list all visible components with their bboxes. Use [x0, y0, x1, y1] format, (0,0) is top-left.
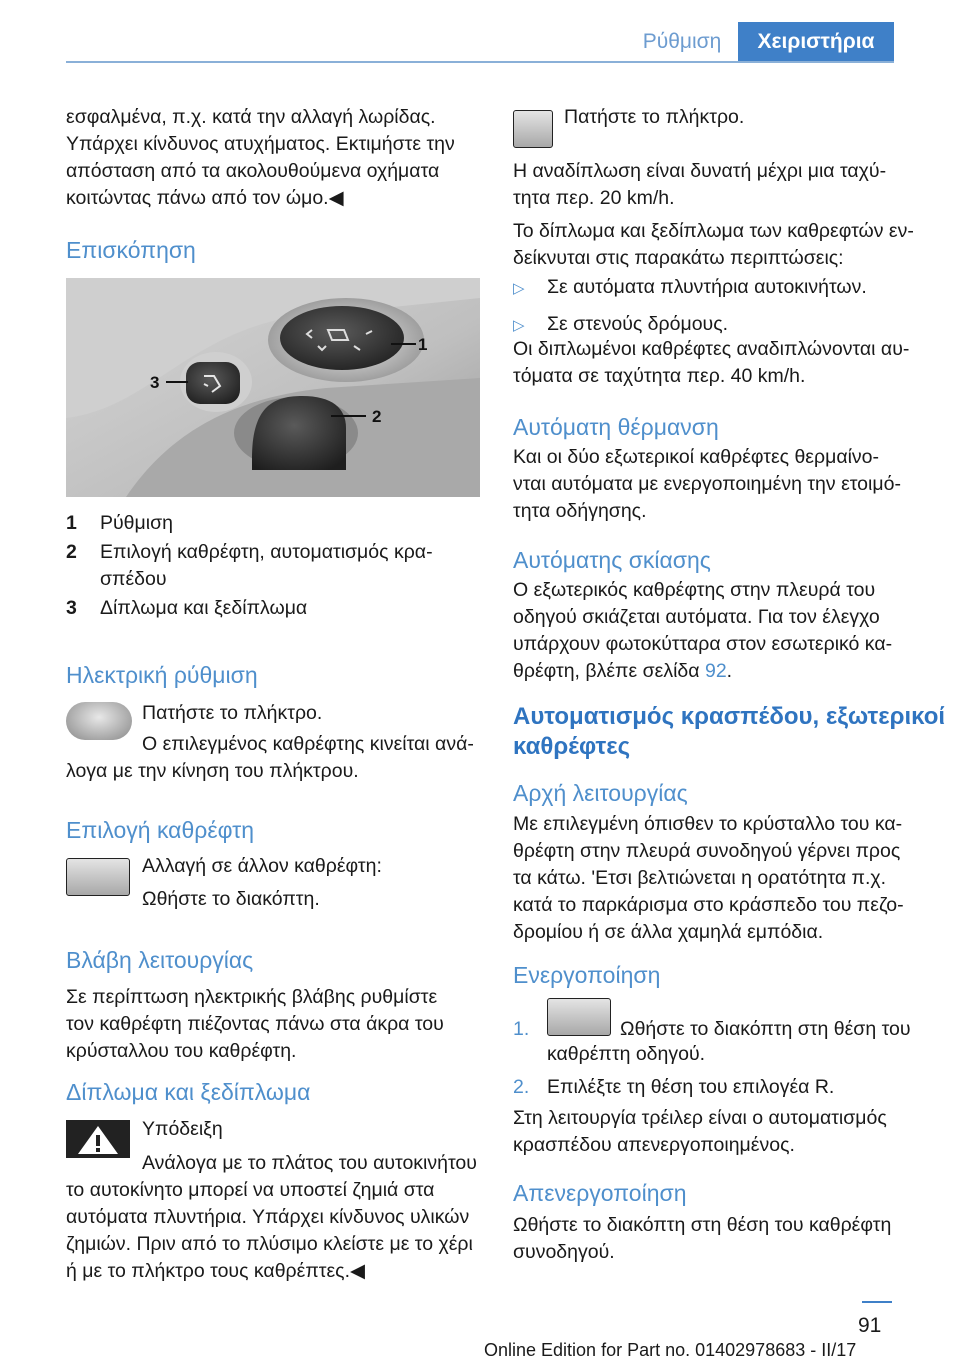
text-line: Οι διπλωμένοι καθρέφτες αναδιπλώνονται αυ-	[513, 338, 910, 360]
mirror-control-photo	[66, 278, 480, 497]
warning-icon	[66, 1120, 130, 1158]
header-tab-controls[interactable]: Χειριστήρια	[738, 22, 894, 62]
overview-heading: Επισκόπηση	[66, 237, 196, 263]
text-line: θρέφτη, βλέπε σελίδα 92.	[513, 660, 733, 682]
legend-item: 2 Επιλογή καθρέφτη, αυτοματισμός κρα-	[66, 541, 433, 563]
select-line: Ωθήστε το διακόπτη.	[142, 888, 320, 910]
text-line: τα κάτω. 'Ετσι βελτιώνεται η ορατότητα π.χ.	[513, 867, 887, 889]
text-line: τητα περ. 20 km/h.	[513, 187, 675, 209]
mirror-switch-icon	[66, 858, 130, 896]
text-line: κατά το παρκάρισμα στο κράσπεδο του πεζο-	[513, 894, 904, 916]
curb-heading-line: καθρέφτες	[513, 733, 631, 760]
mirror-switch-icon	[547, 998, 611, 1036]
text-line: δείκνυται στις παρακάτω περιπτώσεις:	[513, 247, 844, 269]
text-line: νται αυτόματα με ενεργοποιημένη την ετοιμό-	[513, 473, 901, 495]
callout-1: 1	[418, 335, 428, 354]
text-line: δρομίου ή σε άλλα χαμηλά εμπόδια.	[513, 921, 824, 943]
deactivate-heading: Απενεργοποίηση	[513, 1180, 687, 1206]
select-line: Αλλαγή σε άλλον καθρέφτη:	[142, 855, 382, 877]
callout-3: 3	[150, 373, 160, 392]
principle-heading: Αρχή λειτουργίας	[513, 780, 688, 806]
header-divider	[66, 61, 894, 63]
trailer-paragraph	[513, 1105, 933, 1159]
press-line: Πατήστε το πλήκτρο.	[564, 106, 745, 128]
principle-paragraph	[513, 811, 933, 946]
refold-paragraph	[513, 336, 933, 390]
text-line: Η αναδίπλωση είναι δυνατή μέχρι μια ταχύ-	[513, 160, 887, 182]
text-line: Το δίπλωμα και ξεδίπλωμα των καθρεφτών εν-	[513, 220, 914, 242]
malfunction-line: τον καθρέφτη πιέζοντας πάνω στα άκρα του	[66, 1013, 444, 1035]
dimming-heading: Αυτόματης σκίασης	[513, 547, 711, 573]
malfunction-line: κρύσταλλου του καθρέφτη.	[66, 1040, 297, 1062]
note-line: αυτόματα πλυντήρια. Υπάρχει κίνδυνος υλικών	[66, 1206, 470, 1228]
fold-button-icon	[513, 110, 553, 148]
activate-heading: Ενεργοποίηση	[513, 962, 661, 988]
page-link[interactable]: 92	[704, 660, 727, 682]
text-line: οδηγού σκιάζεται αυτόματα. Για τον έλεγχο	[513, 606, 880, 628]
text-line: τητα οδήγησης.	[513, 500, 647, 522]
text-line: συνοδηγού.	[513, 1241, 615, 1263]
intro-paragraph	[66, 104, 486, 212]
curb-heading	[513, 702, 945, 762]
edition-footer: Online Edition for Part no. 01402978683 - II/17	[484, 1340, 857, 1360]
electric-line: λογα με την κίνηση του πλήκτρου.	[66, 760, 359, 782]
legend-item-cont: σπέδου	[100, 568, 167, 590]
step-number: 2.	[513, 1076, 530, 1098]
note-line: ή με το πλήκτρο τους καθρέπτες.◀	[66, 1260, 365, 1282]
text-line: θρέφτη στην πλευρά συνοδηγού γέρνει προς	[513, 840, 901, 862]
intro-line: εσφαλμένα, π.χ. κατά την αλλαγή λωρίδας.	[66, 106, 436, 128]
header-tab-adjust[interactable]: Ρύθμιση	[642, 30, 722, 53]
heating-heading: Αυτόματη θέρμανση	[513, 414, 719, 440]
legend-item: 3 Δίπλωμα και ξεδίπλωμα	[66, 597, 308, 619]
note-line: Ανάλογα με το πλάτος του αυτοκινήτου	[142, 1152, 477, 1174]
step-text: καθρέπτη οδηγού.	[547, 1043, 706, 1065]
text-line: Ωθήστε το διακόπτη στη θέση του καθρέφτη	[513, 1214, 892, 1236]
electric-heading: Ηλεκτρική ρύθμιση	[66, 662, 258, 688]
text-line: υπάρχουν φωτοκύτταρα στον εσωτερικό κα-	[513, 633, 893, 655]
page-number: 91	[858, 1314, 882, 1337]
legend-item: 1 Ρύθμιση	[66, 512, 173, 534]
callout-2: 2	[372, 407, 382, 426]
step-text: Ωθήστε το διακόπτη στη θέση του	[620, 1018, 911, 1040]
mirror-adjust-button-icon	[66, 702, 132, 740]
fold-speed-paragraph	[513, 158, 933, 272]
electric-line: Πατήστε το πλήκτρο.	[142, 702, 323, 724]
malfunction-heading: Βλάβη λειτουργίας	[66, 947, 254, 973]
electric-line: Ο επιλεγμένος καθρέφτης κινείται ανά-	[142, 733, 474, 755]
select-heading: Επιλογή καθρέφτη	[66, 817, 255, 843]
bullet-item: ▷ Σε στενούς δρόμους.	[513, 313, 729, 335]
text-line: Στη λειτουργία τρέιλερ είναι ο αυτοματισμός	[513, 1107, 887, 1129]
legend-list	[66, 510, 486, 622]
curb-heading-line: Αυτοματισμός κρασπέδου, εξωτερικοί	[513, 703, 946, 730]
text-line: Με επιλεγμένη όπισθεν το κρύσταλλο του κα-	[513, 813, 903, 835]
text-line: Και οι δύο εξωτερικοί καθρέφτες θερμαίνο-	[513, 446, 880, 468]
bullet-list	[513, 274, 933, 339]
heating-paragraph	[513, 444, 933, 525]
fold-heading: Δίπλωμα και ξεδίπλωμα	[66, 1079, 311, 1105]
malfunction-line: Σε περίπτωση ηλεκτρικής βλάβης ρυθμίστε	[66, 986, 438, 1008]
text-line: τόματα σε ταχύτητα περ. 40 km/h.	[513, 365, 806, 387]
step-text: Επιλέξτε τη θέση του επιλογέα R.	[547, 1076, 835, 1098]
text-line: Ο εξωτερικός καθρέφτης στην πλευρά του	[513, 579, 876, 601]
note-label: Υπόδειξη	[142, 1118, 223, 1140]
intro-line: Υπάρχει κίνδυνος ατυχήματος. Εκτιμήστε την	[66, 133, 455, 155]
dimming-paragraph	[513, 577, 933, 685]
note-line: ζημιών. Πριν από το πλύσιμο κλείστε με το χέρι	[66, 1233, 473, 1255]
note-paragraph	[66, 1177, 486, 1285]
step-number: 1.	[513, 1018, 530, 1040]
footer-line	[862, 1301, 892, 1303]
text-line: κρασπέδου απενεργοποιημένος.	[513, 1134, 795, 1156]
note-line: το αυτοκίνητο μπορεί να υποστεί ζημιά στα	[66, 1179, 435, 1201]
deactivate-paragraph	[513, 1212, 933, 1266]
intro-line: απόσταση από τα ακολουθούμενα οχήματα	[66, 160, 440, 182]
malfunction-paragraph	[66, 984, 486, 1065]
bullet-item: ▷ Σε αυτόματα πλυντήρια αυτοκινήτων.	[513, 276, 867, 298]
intro-line: κοιτώντας πάνω από τον ώμο.◀	[66, 187, 344, 209]
